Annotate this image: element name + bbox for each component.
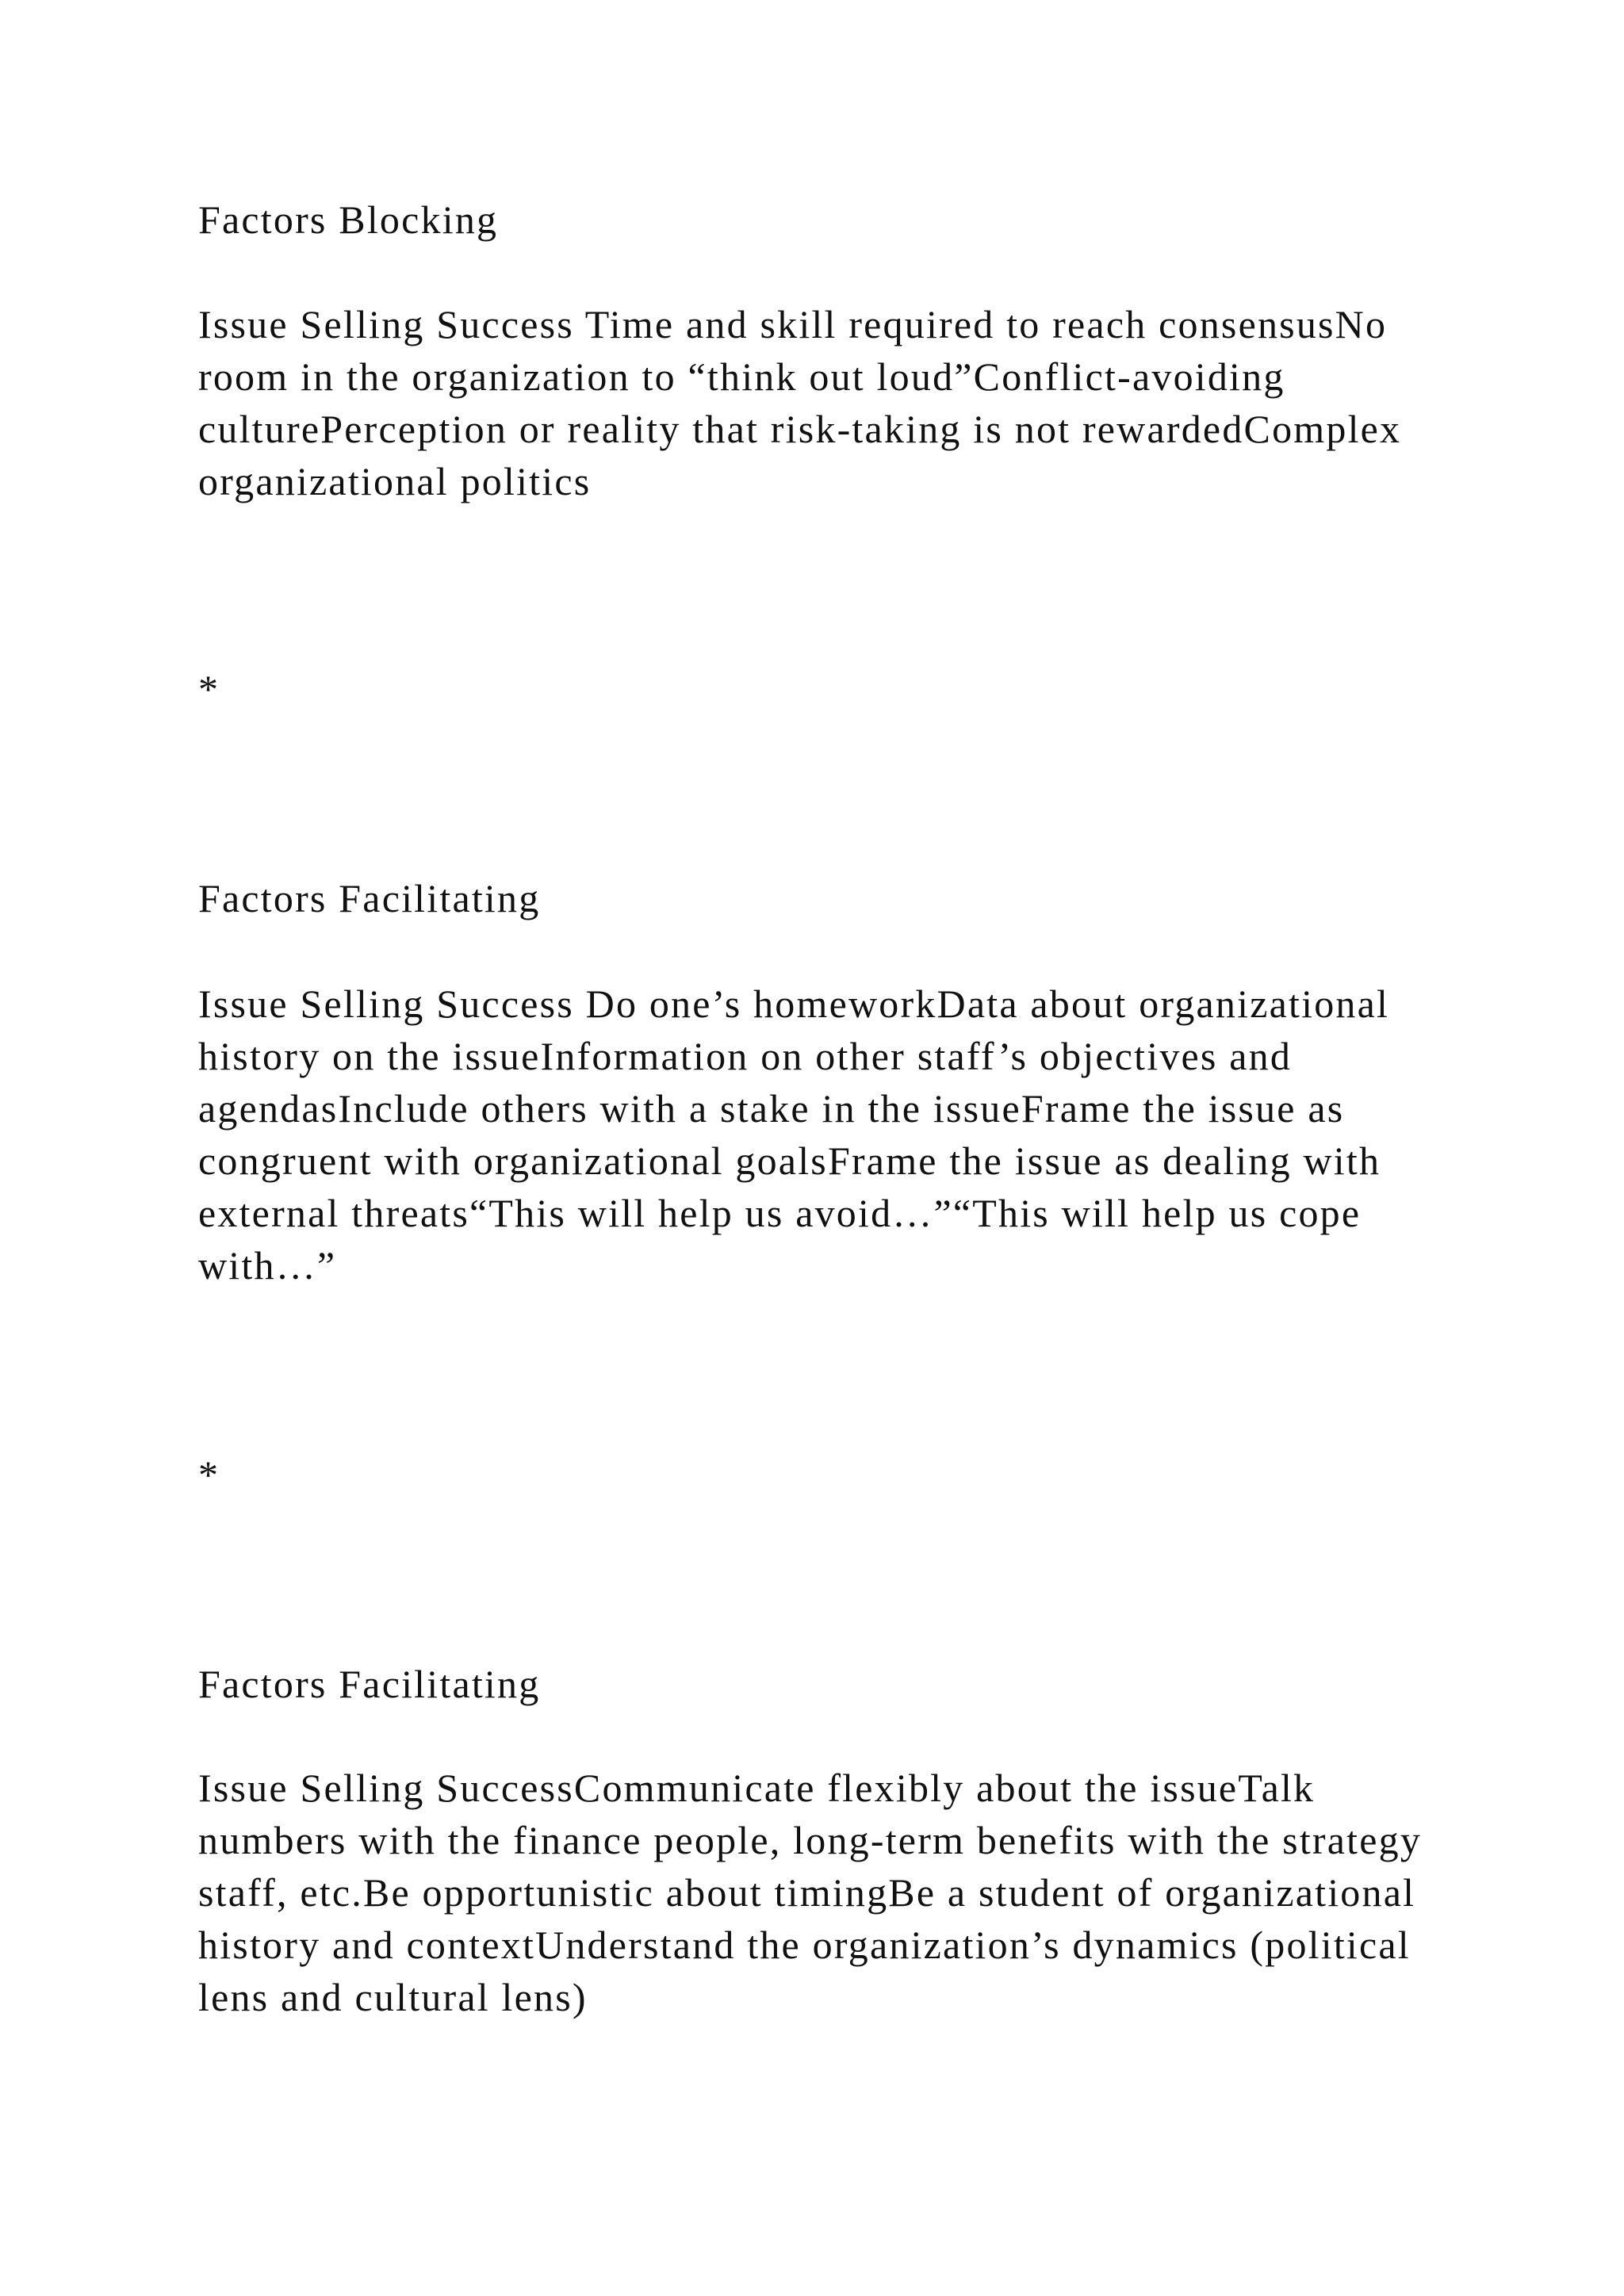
section-3-heading: Factors Facilitating (198, 1662, 541, 1706)
section-2-heading: Factors Facilitating (198, 876, 541, 920)
section-2-body: Issue Selling Success Do one’s homeworkData about organizational history on the issueInformation on other staff’s objectives and agendasInclude others with a stake in the issueFrame the issue as congruent with organizational goalsFrame the issue as dealing with external threats“This will help us avoid…”“This will help us cope with…” (198, 982, 1390, 1288)
section-1-marker: * (198, 667, 220, 711)
section-2-marker: * (198, 1452, 220, 1497)
section-1-body: Issue Selling Success Time and skill required to reach consensusNo room in the organization to “think out loud”Conflict-avoiding culturePerception or reality that risk-taking is not rewardedComplex organizational politics (198, 302, 1402, 503)
section-3-body: Issue Selling SuccessCommunicate flexibly about the issueTalk numbers with the finance people, long-term benefits with the strategy staff, etc.Be opportunistic about timingBe a student of organizational history and contextUnderstand the organization’s dynamics (political lens and cultural lens) (198, 1766, 1423, 2019)
section-1-heading: Factors Blocking (198, 197, 499, 242)
